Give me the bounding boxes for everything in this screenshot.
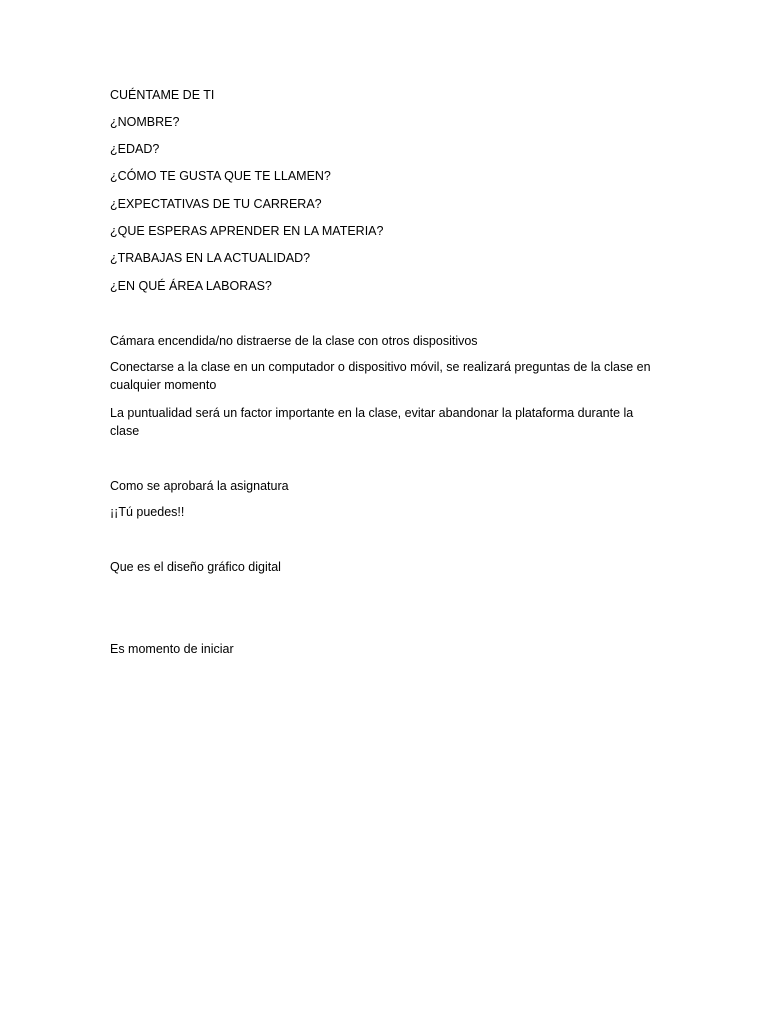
question-nombre: ¿NOMBRE? <box>110 115 180 129</box>
question-edad: ¿EDAD? <box>110 142 160 156</box>
question-aprender: ¿QUE ESPERAS APRENDER EN LA MATERIA? <box>110 224 384 238</box>
topic-title: Que es el diseño gráfico digital <box>110 560 281 574</box>
question-area: ¿EN QUÉ ÁREA LABORAS? <box>110 279 272 293</box>
rule-camara: Cámara encendida/no distraerse de la clase con otros dispositivos <box>110 334 478 348</box>
closing-text: Es momento de iniciar <box>110 642 234 656</box>
question-expectativas: ¿EXPECTATIVAS DE TU CARRERA? <box>110 197 322 211</box>
question-como-llamen: ¿CÓMO TE GUSTA QUE TE LLAMEN? <box>110 169 331 183</box>
approval-title: Como se aprobará la asignatura <box>110 479 289 493</box>
heading-cuentame: CUÉNTAME DE TI <box>110 88 215 102</box>
rule-puntualidad: La puntualidad será un factor importante en la clase, evitar abandonar la plataforma durante la clase <box>110 406 634 438</box>
question-trabajas: ¿TRABAJAS EN LA ACTUALIDAD? <box>110 251 311 265</box>
rule-conectarse: Conectarse a la clase en un computador o dispositivo móvil, se realizará preguntas de la clase en cualquier momento <box>110 360 651 392</box>
approval-motto: ¡¡Tú puedes!! <box>110 505 185 519</box>
